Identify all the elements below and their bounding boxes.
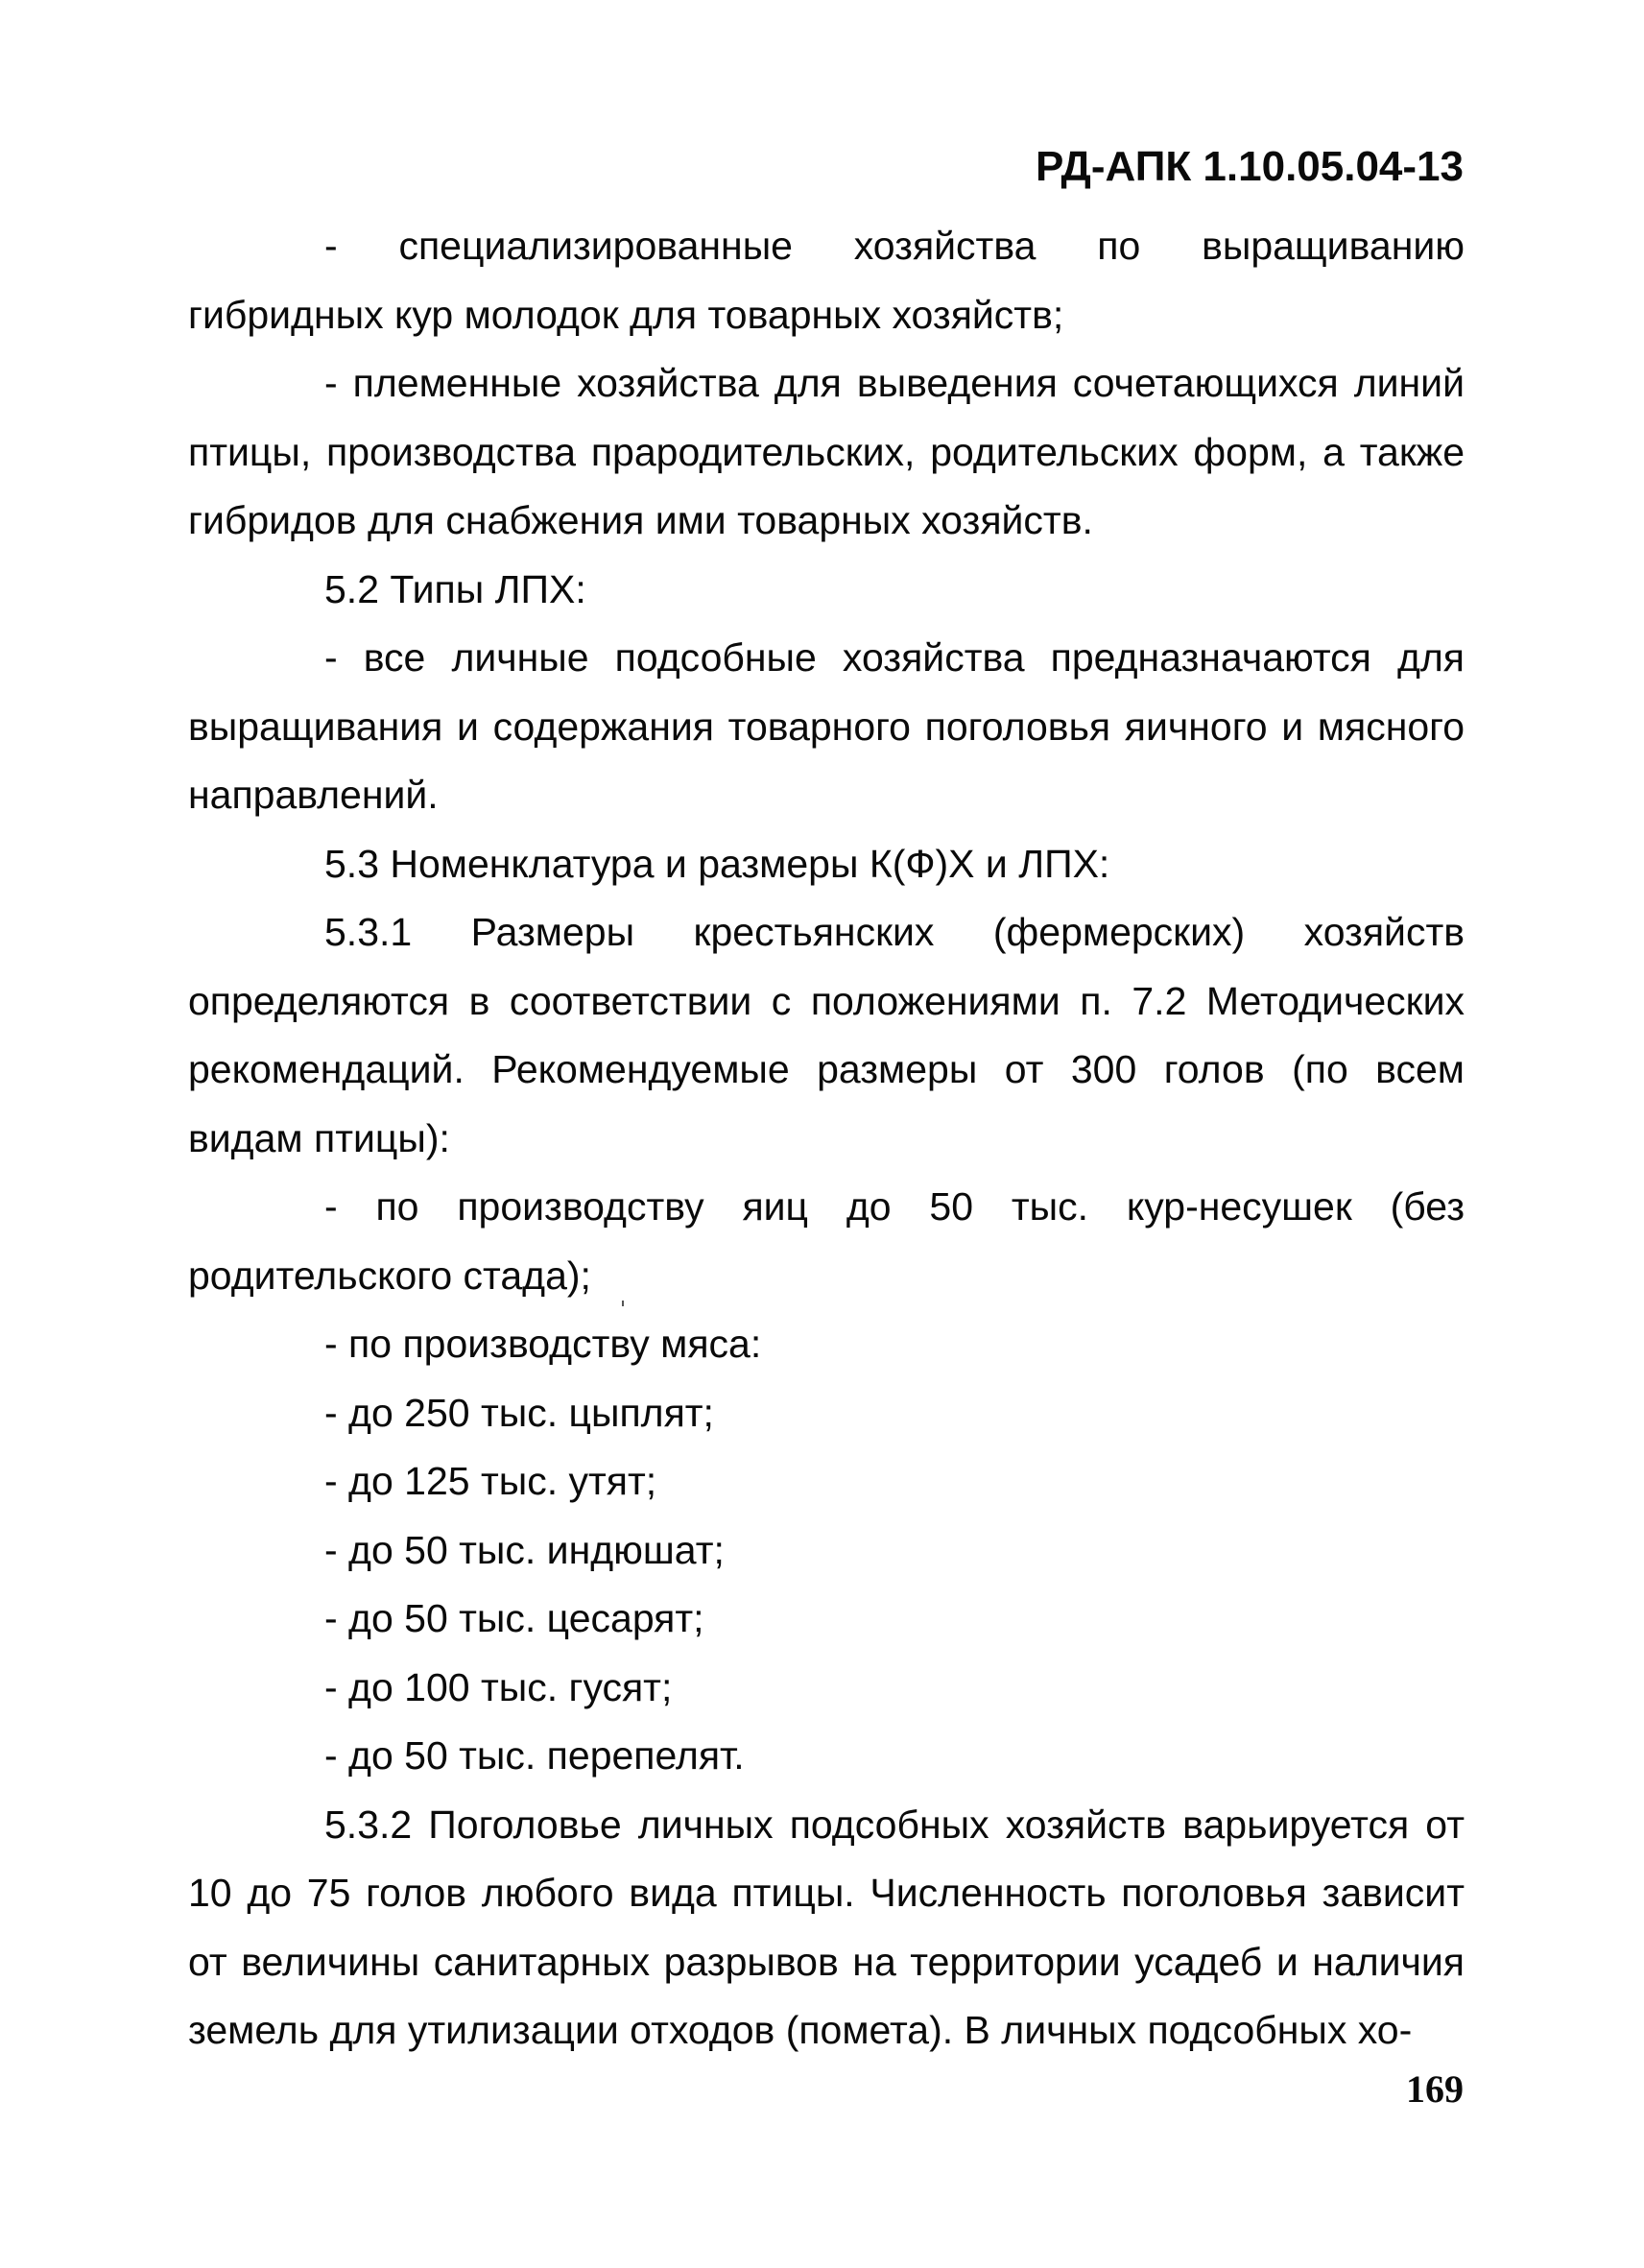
body-text [188, 212, 1465, 2065]
paragraph-breeding-farms: - племенные хозяйства для выведения сочетающихся линий птицы, производства прародительских, родительских форм, а также гибридов для снабжения ими товарных хозяйств. [188, 361, 1465, 542]
list-item-goslings: - до 100 тыс. гусят; [324, 1664, 673, 1709]
list-item-ducklings: - до 125 тыс. утят; [324, 1459, 657, 1503]
list-item-chickens: - до 250 тыс. цыплят; [324, 1390, 714, 1435]
list-item-meat: - по производству мяса: [324, 1322, 762, 1366]
document-code-header: РД-АПК 1.10.05.04-13 [1035, 143, 1464, 190]
page-number: 169 [1406, 2067, 1464, 2111]
list-item-quails: - до 50 тыс. перепелят. [324, 1733, 745, 1778]
list-item-eggs: - по производству яиц до 50 тыс. кур-несушек (без родительского стада); [188, 1184, 1465, 1298]
scan-speck [622, 1301, 624, 1306]
paragraph-specialized-farms: - специализированные хозяйства по выращиванию гибридных кур молодок для товарных хозяйств; [188, 224, 1465, 337]
section-heading-5-2: 5.2 Типы ЛПХ: [324, 566, 586, 611]
list-item-guinea-fowl: - до 50 тыс. цесарят; [324, 1596, 704, 1640]
paragraph-5-3-1: 5.3.1 Размеры крестьянских (фермерских) хозяйств определяются в соответствии с положениями п. 7.2 Методических рекомендаций. Рекомендуемые размеры от 300 голов (по всем видам птицы): [188, 910, 1465, 1160]
section-heading-5-3: 5.3 Номенклатура и размеры К(Ф)Х и ЛПХ: [324, 841, 1110, 886]
paragraph-5-3-2: 5.3.2 Поголовье личных подсобных хозяйств варьируется от 10 до 75 голов любого вида птицы. Численность поголовья зависит от величины санитарных разрывов на территории усадеб и наличия земель для утилизации отходов (помета). В личных подсобных хо- [188, 1802, 1465, 2052]
list-item-turkey-poults: - до 50 тыс. индюшат; [324, 1527, 725, 1572]
paragraph-lph-types: - все личные подсобные хозяйства предназначаются для выращивания и содержания товарного поголовья яичного и мясного направлений. [188, 635, 1465, 817]
